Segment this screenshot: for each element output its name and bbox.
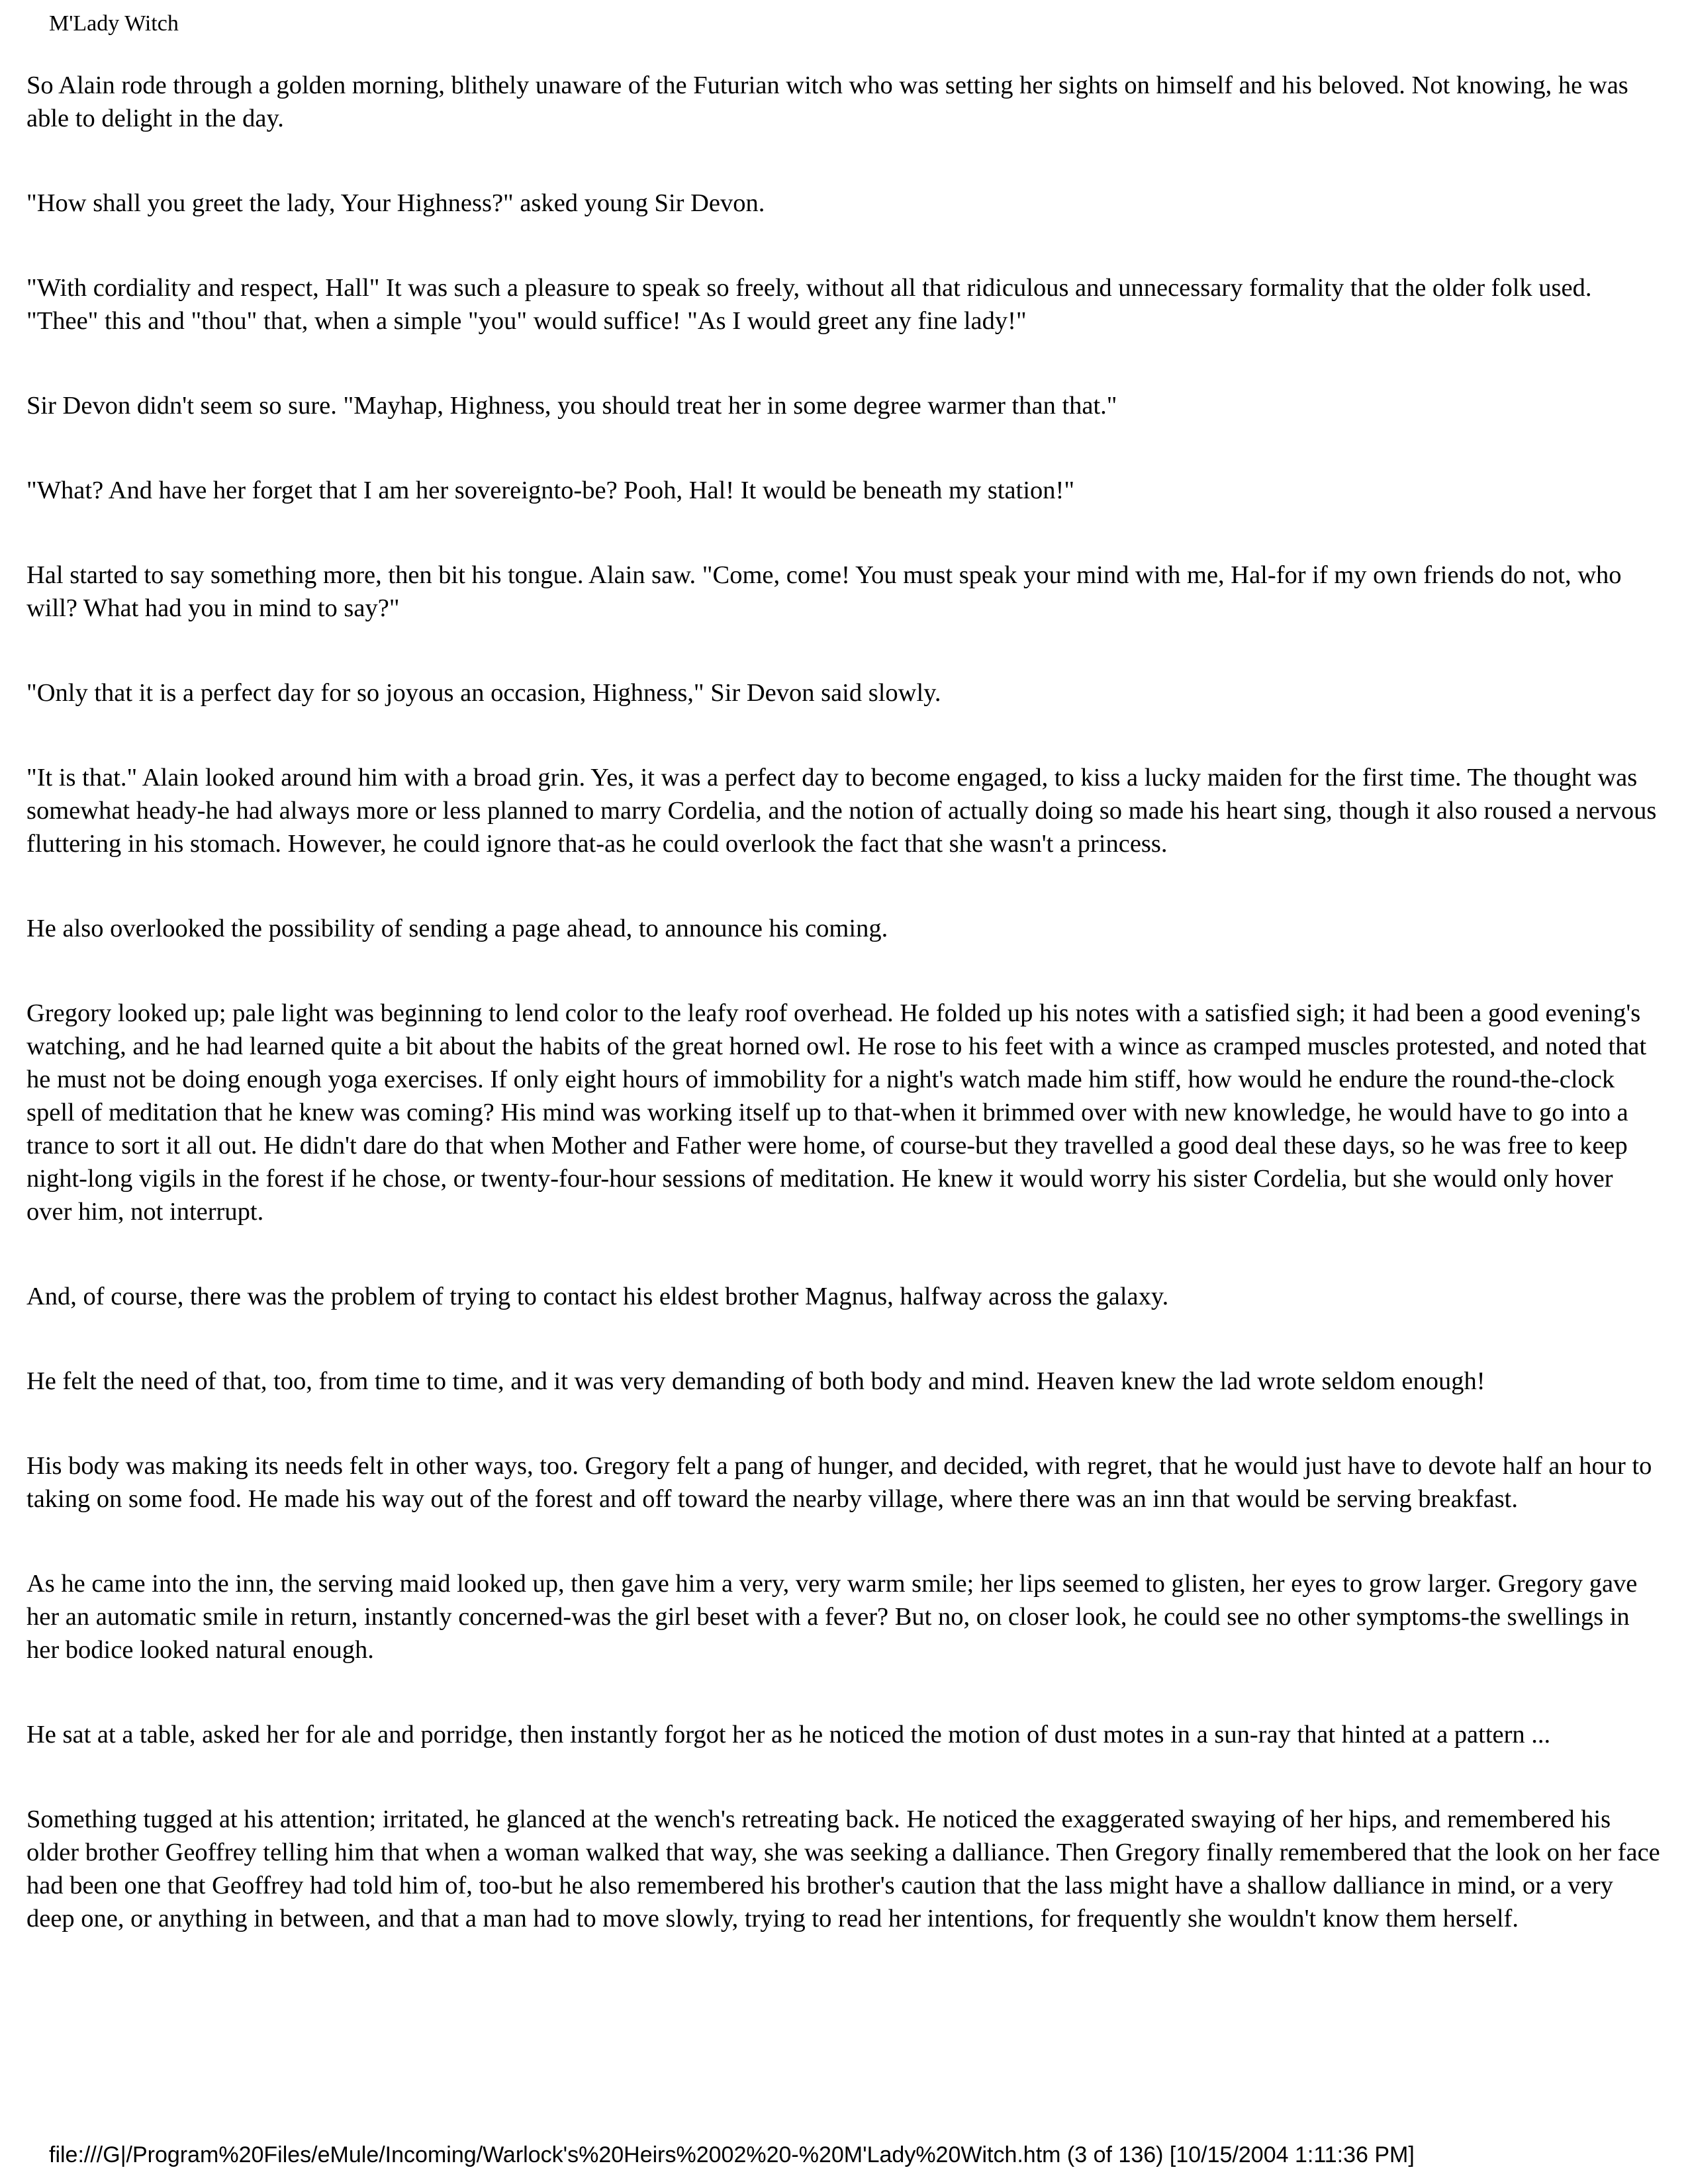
paragraph: He felt the need of that, too, from time to time, and it was very demanding of both body and mind. Heaven knew the lad wrote seldom enough! bbox=[26, 1367, 1485, 1395]
paragraph: "With cordiality and respect, Hall" It was such a pleasure to speak so freely, without all that ridiculous and unnecessary formality that the older folk used. "Thee" this and "thou" that, when a simple "you" would suffice! "As I would greet any fine lady!" bbox=[26, 274, 1592, 335]
paragraph: His body was making its needs felt in other ways, too. Gregory felt a pang of hunger, and decided, with regret, that he would just have to devote half an hour to taking on some food. He made his way out of the forest and off toward the nearby village, where there was an inn that would be serving breakfast. bbox=[26, 1452, 1652, 1513]
page-title: M'Lady Witch bbox=[49, 11, 179, 36]
paragraph: Hal started to say something more, then bit his tongue. Alain saw. "Come, come! You must speak your mind with me, Hal-for if my own friends do not, who will? What had you in mind to say?" bbox=[26, 561, 1622, 622]
paragraph: He also overlooked the possibility of sending a page ahead, to announce his coming. bbox=[26, 915, 888, 942]
paragraph: So Alain rode through a golden morning, blithely unaware of the Futurian witch who was setting her sights on himself and his beloved. Not knowing, he was able to delight in the day. bbox=[26, 71, 1628, 132]
document-body bbox=[26, 69, 1662, 1987]
paragraph: Something tugged at his attention; irritated, he glanced at the wench's retreating back. He noticed the exaggerated swaying of her hips, and remembered his older brother Geoffrey telling him that when a woman walked that way, she was seeking a dalliance. Then Gregory finally remembered that the look on her face had been one that Geoffrey had told him of, too-but he also remembered his brother's caution that the lass might have a shallow dalliance in mind, or a very deep one, or anything in between, and that a man had to move slowly, trying to read her intentions, for frequently she wouldn't know them herself. bbox=[26, 1805, 1660, 1933]
paragraph: Sir Devon didn't seem so sure. "Mayhap, Highness, you should treat her in some degree warmer than that." bbox=[26, 392, 1117, 420]
paragraph: As he came into the inn, the serving maid looked up, then gave him a very, very warm smile; her lips seemed to glisten, her eyes to grow larger. Gregory gave her an automatic smile in return, instantly concerned-was the girl beset with a fever? But no, on closer look, he could see no other symptoms-the swellings in her bodice looked natural enough. bbox=[26, 1570, 1638, 1664]
paragraph: Gregory looked up; pale light was beginning to lend color to the leafy roof overhead. He folded up his notes with a satisfied sigh; it had been a good evening's watching, and he had learned quite a bit about the habits of the great horned owl. He rose to his feet with a wince as cramped muscles protested, and noted that he must not be doing enough yoga exercises. If only eight hours of immobility for a night's watch made him stiff, how would he endure the round-the-clock spell of meditation that he knew was coming? His mind was working itself up to that-when it brimmed over with new knowledge, he would have to go into a trance to sort it all out. He didn't dare do that when Mother and Father were home, of course-but they travelled a good deal these days, so he was free to keep night-long vigils in the forest if he chose, or twenty-four-hour sessions of meditation. He knew it would worry his sister Cordelia, but she would only hover over him, not interrupt. bbox=[26, 999, 1647, 1226]
paragraph: "How shall you greet the lady, Your Highness?" asked young Sir Devon. bbox=[26, 189, 765, 217]
paragraph: "Only that it is a perfect day for so joyous an occasion, Highness," Sir Devon said slowly. bbox=[26, 679, 941, 707]
paragraph: He sat at a table, asked her for ale and porridge, then instantly forgot her as he noticed the motion of dust motes in a sun-ray that hinted at a pattern ... bbox=[26, 1721, 1551, 1749]
page-footer-url: file:///G|/Program%20Files/eMule/Incoming/Warlock's%20Heirs%2002%20-%20M'Lady%20Witch.htm (3 of 136) [10/15/2004 1:11:36 PM] bbox=[49, 2142, 1415, 2167]
paragraph: "It is that." Alain looked around him with a broad grin. Yes, it was a perfect day to become engaged, to kiss a lucky maiden for the first time. The thought was somewhat heady-he had always more or less planned to marry Cordelia, and the notion of actually doing so made his heart sing, though it also roused a nervous fluttering in his stomach. However, he could ignore that-as he could overlook the fact that she wasn't a princess. bbox=[26, 764, 1657, 858]
paragraph: And, of course, there was the problem of trying to contact his eldest brother Magnus, halfway across the galaxy. bbox=[26, 1283, 1169, 1310]
paragraph: "What? And have her forget that I am her sovereignto-be? Pooh, Hal! It would be beneath my station!" bbox=[26, 477, 1075, 504]
